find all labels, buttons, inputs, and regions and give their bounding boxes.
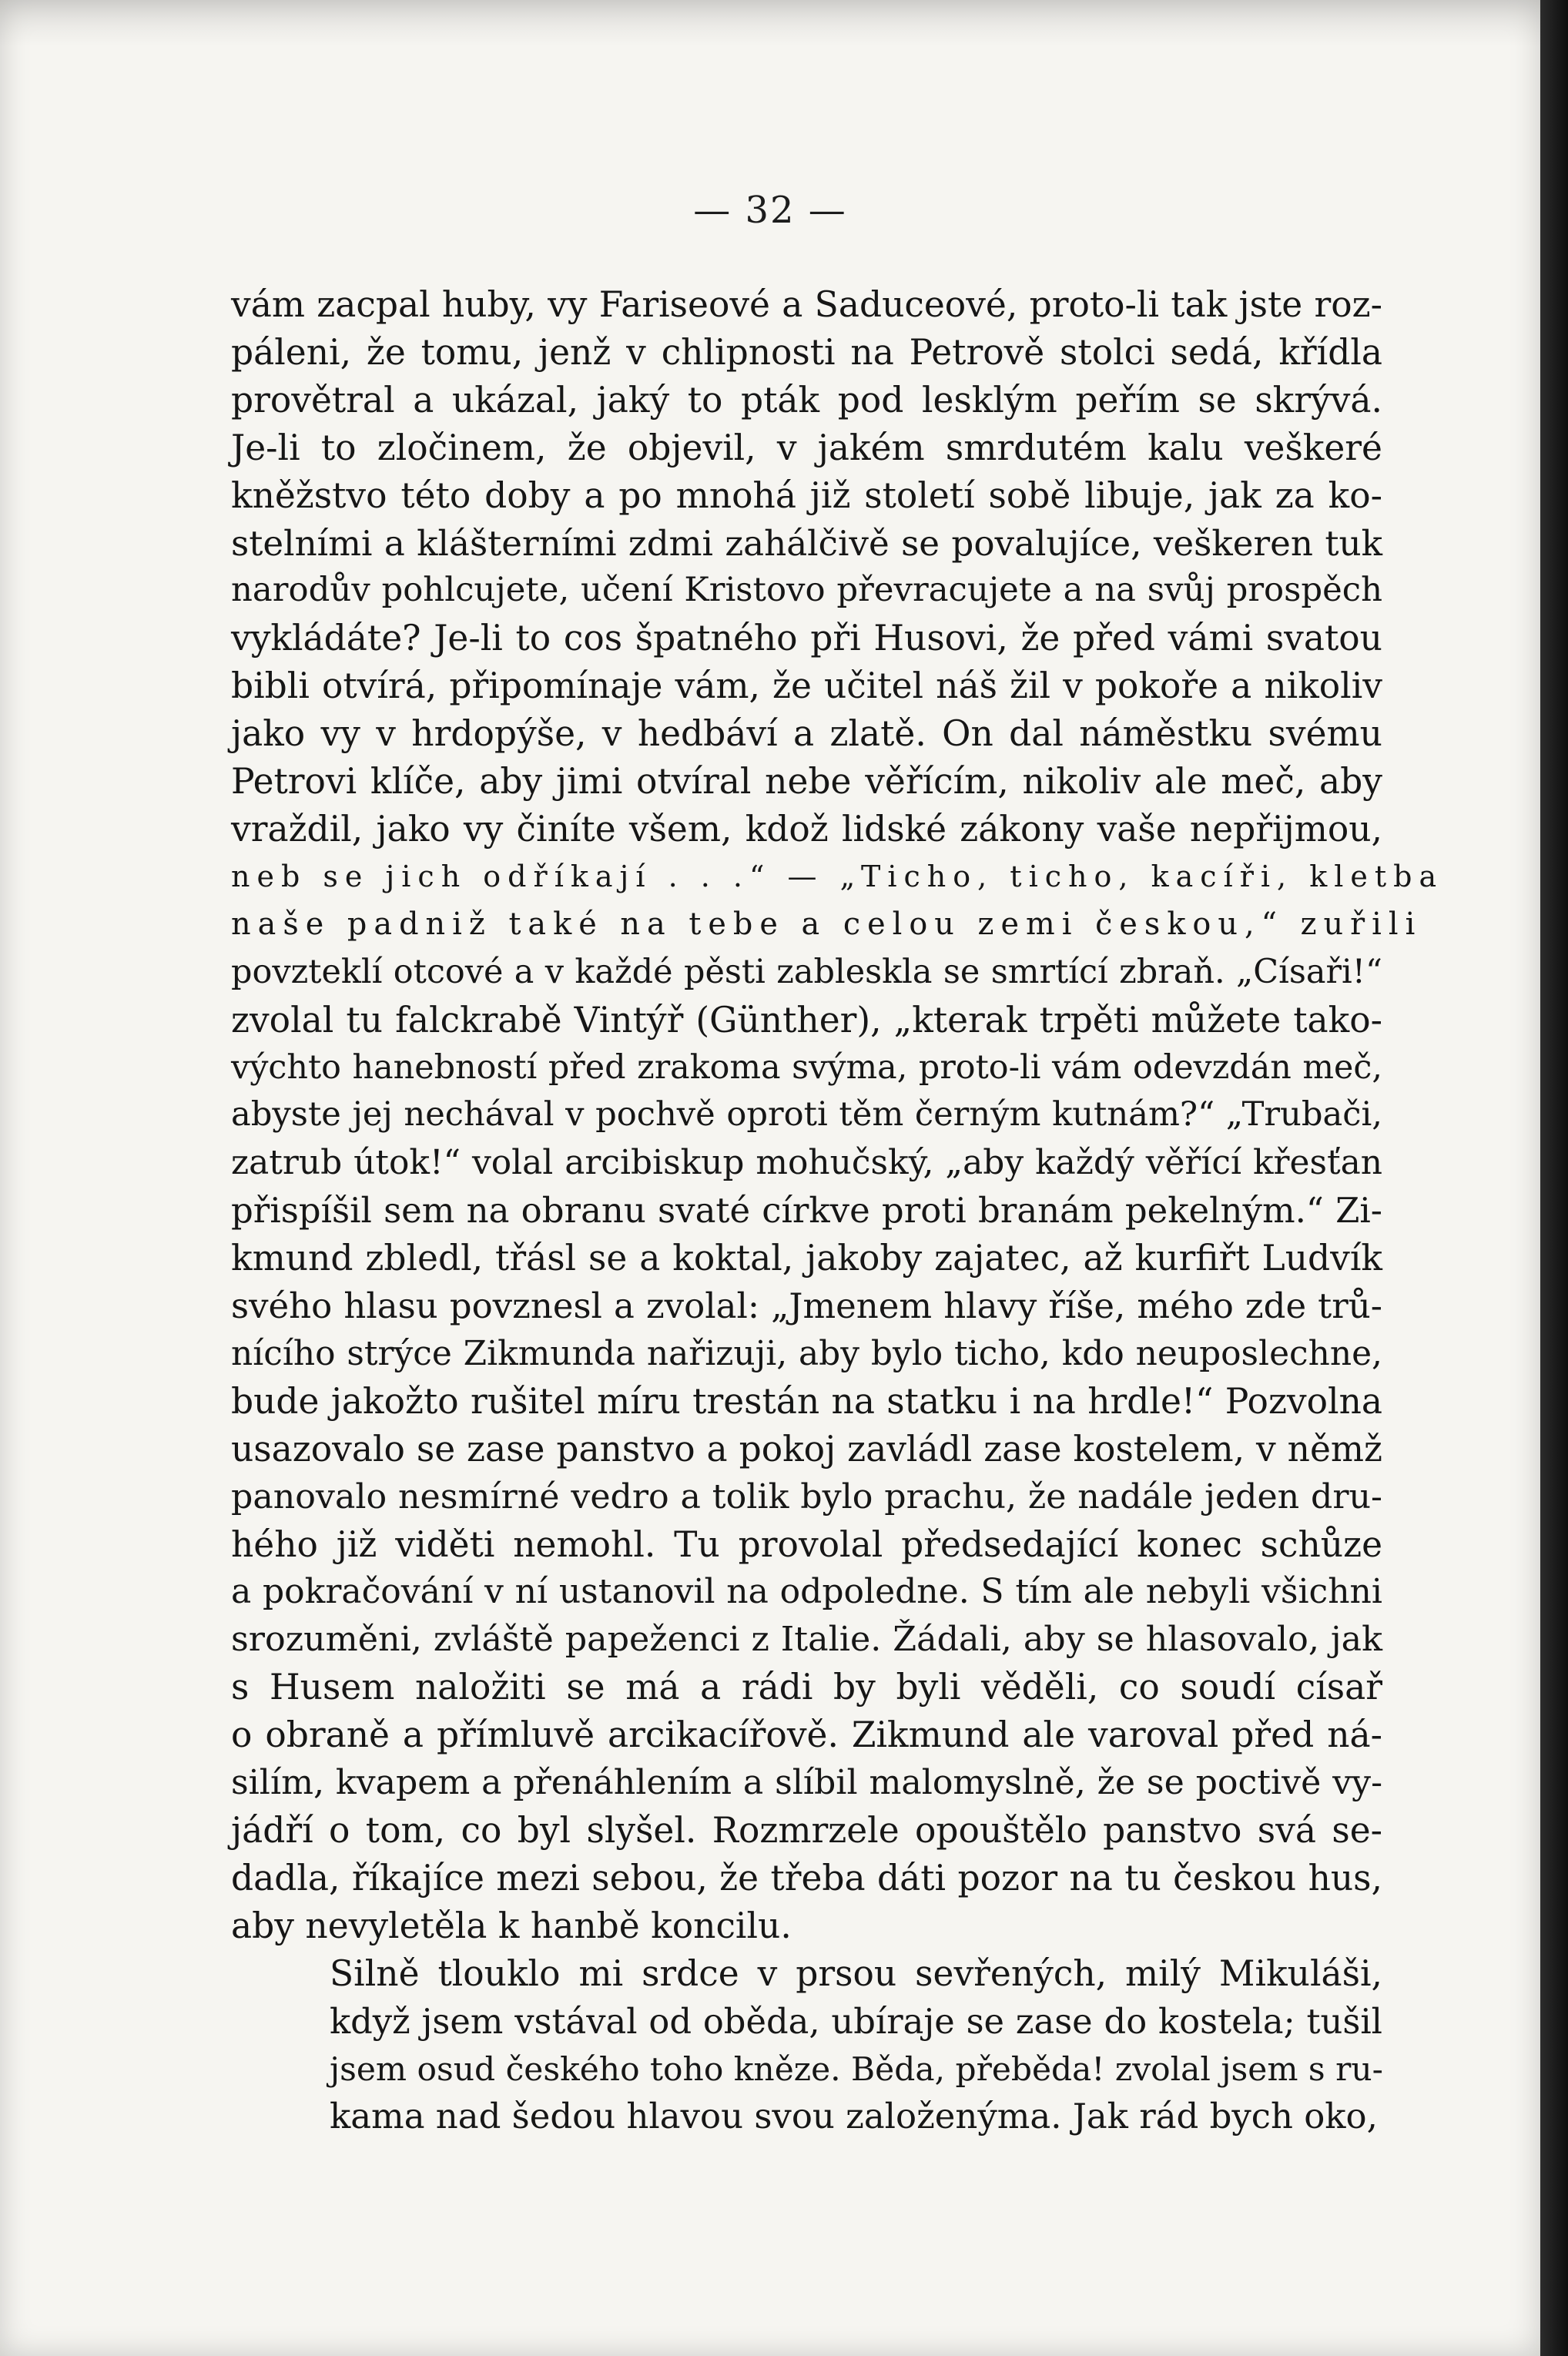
text-line: povzteklí otcové a v každé pěsti zableskla se smrtící zbraň. „Císaři!“ bbox=[231, 952, 1382, 991]
text-line: a pokračování v ní ustanovil na odpoledne. S tím ale nebyli všichni bbox=[231, 1572, 1382, 1612]
text-line: Je-li to zločinem, že objevil, v jakém smrdutém kalu veškeré bbox=[231, 427, 1382, 468]
text-line: vám zacpal huby, vy Fariseové a Saduceové, proto-li tak jste roz- bbox=[231, 284, 1382, 325]
body-text bbox=[231, 281, 1444, 2140]
text-line: abyste jej nechával v pochvě oproti těm černým kutnám?“ „Trubači, bbox=[231, 1095, 1382, 1134]
text-line: jádří o tom, co byl slyšel. Rozmrzele opouštělo panstvo svá se- bbox=[231, 1810, 1382, 1851]
text-line: hého již viděti nemohl. Tu provolal předsedající konec schůze bbox=[231, 1523, 1382, 1565]
paragraph bbox=[231, 281, 1444, 1950]
text-line: neb se jich odříkají . . .“ — „Ticho, ticho, kacíři, kletba bbox=[231, 859, 1444, 893]
text-line: bibli otvírá, připomínaje vám, že učitel náš žil v pokoře a nikoliv bbox=[231, 665, 1382, 707]
text-line: aby nevyletěla k hanbě koncilu. bbox=[231, 1905, 792, 1946]
text-line: usazovalo se zase panstvo a pokoj zavládl zase kostelem, v němž bbox=[231, 1428, 1382, 1470]
text-line: jsem osud českého toho kněze. Běda, přeběda! zvolal jsem s ru- bbox=[330, 2049, 1383, 2088]
text-line: bude jakožto rušitel míru trestán na statku i na hrdle!“ Pozvolna bbox=[231, 1380, 1382, 1422]
text-line: o obraně a přímluvě arcikacířově. Zikmund ale varoval před ná- bbox=[231, 1714, 1382, 1756]
paragraph bbox=[231, 1950, 1382, 2141]
text-line: páleni, že tomu, jenž v chlipnosti na Petrově stolci sedá, křídla bbox=[231, 331, 1382, 373]
text-line: kama nad šedou hlavou svou založenýma. Jak rád bych oko, bbox=[330, 2096, 1378, 2137]
text-line: když jsem vstával od oběda, ubíraje se zase do kostela; tušil bbox=[330, 2000, 1382, 2042]
page-top-discoloration bbox=[0, 0, 1540, 46]
text-line: narodův pohlcujete, učení Kristovo převracujete a na svůj prospěch bbox=[231, 571, 1382, 610]
text-line: přispíšil sem na obranu svaté církve proti branám pekelným.“ Zi- bbox=[231, 1190, 1382, 1232]
text-line: kněžstvo této doby a po mnohá již století sobě libuje, jak za ko- bbox=[231, 474, 1382, 516]
text-line: výchto hanebností před zrakoma svýma, proto-li vám odevzdán meč, bbox=[231, 1047, 1382, 1087]
text-line: Petrovi klíče, aby jimi otvíral nebe věřícím, nikoliv ale meč, aby bbox=[231, 761, 1382, 803]
text-line: svého hlasu povznesl a zvolal: „Jmenem hlavy říše, mého zde trů- bbox=[231, 1285, 1382, 1327]
text-line: nícího strýce Zikmunda nařizuji, aby bylo ticho, kdo neuposlechne, bbox=[231, 1333, 1382, 1373]
scan-edge-shadow bbox=[1540, 0, 1568, 2356]
text-line: silím, kvapem a přenáhlením a slíbil malomyslně, že se poctivě vy- bbox=[231, 1763, 1382, 1803]
text-line: zatrub útok!“ volal arcibiskup mohučský, „aby každý věřící křesťan bbox=[231, 1143, 1382, 1183]
text-line: zvolal tu falckrabě Vintýř (Günther), „kterak trpěti můžete tako- bbox=[231, 999, 1382, 1041]
text-line: kmund zbledl, třásl se a koktal, jakoby zajatec, až kurfiřt Ludvík bbox=[231, 1238, 1382, 1279]
text-line: s Husem naložiti se má a rádi by byli věděli, co soudí císař bbox=[231, 1667, 1382, 1708]
text-line: naše padniž také na tebe a celou zemi českou,“ zuřili bbox=[231, 906, 1422, 942]
text-line: Silně tlouklo mi srdce v prsou sevřených, milý Mikuláši, bbox=[330, 1952, 1382, 1994]
text-line: panovalo nesmírné vedro a tolik bylo prachu, že nadále jeden dru- bbox=[231, 1476, 1382, 1516]
text-line: vraždil, jako vy činíte všem, kdož lidské zákony vaše nepřijmou, bbox=[231, 808, 1382, 850]
text-line: srozuměni, zvláště papeženci z Italie. Žádali, aby se hlasovalo, jak bbox=[231, 1620, 1382, 1660]
page-number: — 32 — bbox=[693, 189, 847, 232]
text-line: dadla, říkajíce mezi sebou, že třeba dáti pozor na tu českou hus, bbox=[231, 1857, 1382, 1899]
text-line: vykládáte? Je-li to cos špatného při Husovi, že před vámi svatou bbox=[231, 618, 1382, 659]
text-line: provětral a ukázal, jaký to pták pod lesklým peřím se skrývá. bbox=[231, 379, 1382, 421]
text-line: stelními a klášterními zdmi zahálčivě se povalujíce, veškeren tuk bbox=[231, 522, 1382, 564]
text-line: jako vy v hrdopýše, v hedbáví a zlatě. On dal náměstku svému bbox=[231, 713, 1382, 755]
